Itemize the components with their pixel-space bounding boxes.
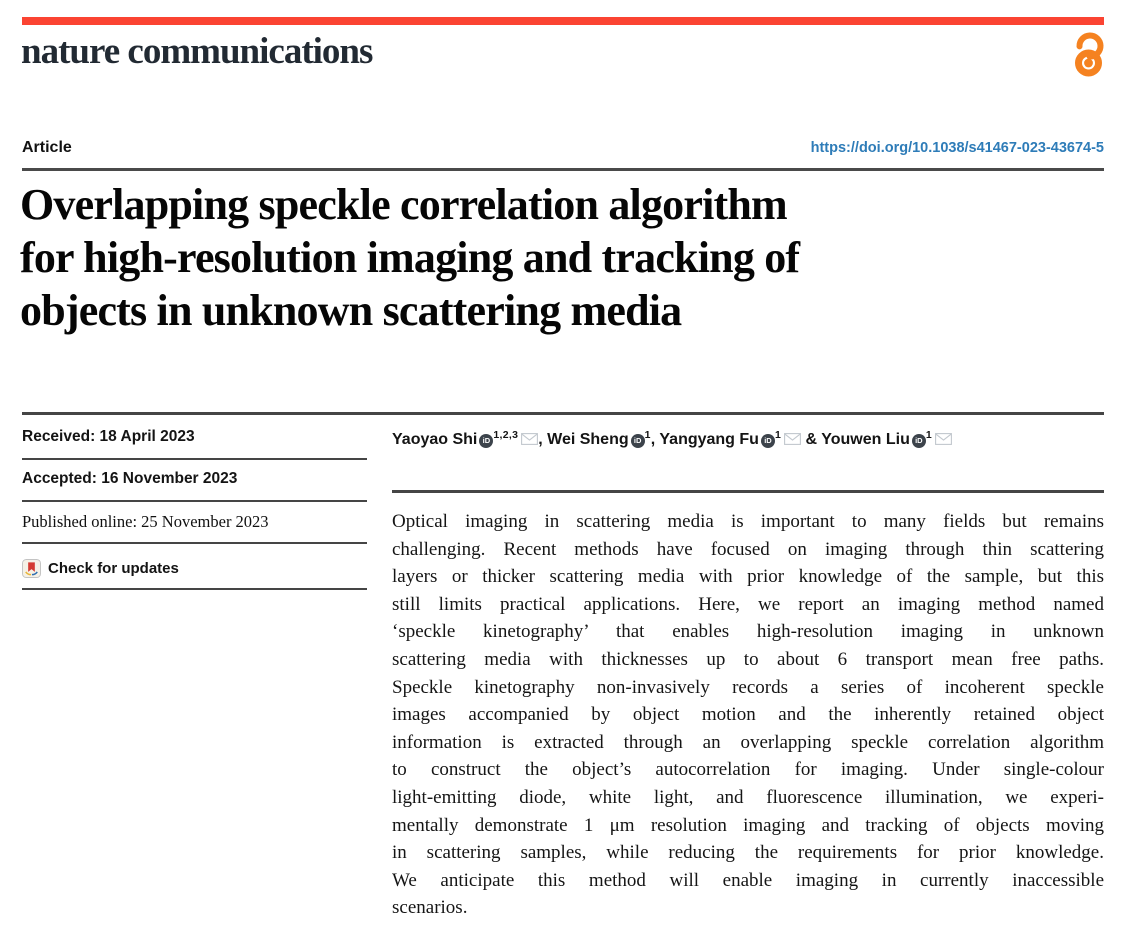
content-column bbox=[392, 418, 1104, 922]
abstract-line: ‘speckle kinetography’ that enables high-resolution imaging in unknown bbox=[392, 621, 1104, 643]
article-meta-row bbox=[22, 139, 1104, 163]
authors-line bbox=[392, 418, 1104, 493]
abstract-line: information is extracted through an overlapping speckle correlation algorithm bbox=[392, 731, 1104, 753]
received-row: Received: 18 April 2023 bbox=[22, 418, 367, 460]
author-affiliation-superscript: 1 bbox=[774, 429, 782, 441]
article-info-section bbox=[22, 412, 1104, 919]
article-title-line: objects in unknown scattering media bbox=[20, 286, 682, 335]
email-icon[interactable] bbox=[935, 432, 952, 450]
abstract-line: still limits practical applications. Here, we report an imaging method named bbox=[392, 593, 1104, 615]
author-separator: , bbox=[538, 431, 548, 448]
abstract-line: light-emitting diode, white light, and fluorescence illumination, we experi- bbox=[392, 786, 1104, 808]
abstract-line: challenging. Recent methods have focused on imaging through thin scattering bbox=[392, 538, 1104, 560]
header-rule bbox=[22, 168, 1104, 171]
masthead-red-bar bbox=[22, 17, 1104, 25]
article-title-line: Overlapping speckle correlation algorithm bbox=[20, 180, 787, 229]
author bbox=[547, 431, 659, 448]
published-online-row: Published online: 25 November 2023 bbox=[22, 502, 367, 544]
author-affiliation-superscript: 1,2,3 bbox=[493, 429, 519, 441]
author-separator: , bbox=[650, 431, 660, 448]
accepted-row: Accepted: 16 November 2023 bbox=[22, 460, 367, 502]
abstract-line: scattering media with thicknesses up to about 6 transport mean free paths. bbox=[392, 648, 1104, 670]
abstract-line: scenarios. bbox=[392, 897, 468, 919]
check-for-updates-button[interactable] bbox=[22, 544, 367, 590]
orcid-icon[interactable]: iD bbox=[479, 434, 493, 448]
abstract-line: Speckle kinetography non-invasively records a series of incoherent speckle bbox=[392, 676, 1104, 698]
abstract-line: We anticipate this method will enable imaging in currently inaccessible bbox=[392, 869, 1104, 891]
abstract-line: images accompanied by object motion and the inherently retained object bbox=[392, 704, 1104, 726]
article-title-line: for high-resolution imaging and tracking of bbox=[20, 233, 800, 282]
author-name: Youwen Liu bbox=[821, 431, 910, 448]
journal-logo: nature communications bbox=[21, 31, 373, 72]
open-access-icon[interactable] bbox=[1071, 31, 1106, 78]
email-icon[interactable] bbox=[521, 432, 538, 450]
orcid-icon[interactable]: iD bbox=[761, 434, 775, 448]
abstract-line: in scattering samples, while reducing the requirements for prior knowledge. bbox=[392, 842, 1104, 864]
author-affiliation-superscript: 1 bbox=[925, 429, 932, 441]
author-affiliation-superscript: 1 bbox=[644, 429, 651, 441]
timeline-column bbox=[22, 418, 367, 590]
check-for-updates-label: Check for updates bbox=[48, 559, 179, 577]
author-name: Wei Sheng bbox=[547, 431, 629, 448]
article-type-label: Article bbox=[22, 139, 72, 156]
abstract-line: layers or thicker scattering media with prior knowledge of the sample, but this bbox=[392, 566, 1104, 588]
author-separator: & bbox=[801, 431, 822, 448]
author-name: Yangyang Fu bbox=[659, 431, 759, 448]
abstract-line: Optical imaging in scattering media is important to many fields but remains bbox=[392, 511, 1104, 532]
abstract bbox=[392, 493, 1104, 922]
author bbox=[821, 431, 952, 448]
orcid-icon[interactable]: iD bbox=[912, 434, 926, 448]
doi-link[interactable]: https://doi.org/10.1038/s41467-023-43674-5 bbox=[810, 140, 1104, 156]
article-title bbox=[20, 178, 1106, 337]
orcid-icon[interactable]: iD bbox=[631, 434, 645, 448]
author-name: Yaoyao Shi bbox=[392, 431, 478, 448]
crossmark-icon bbox=[22, 559, 41, 578]
email-icon[interactable] bbox=[784, 432, 801, 450]
abstract-line: mentally demonstrate 1 μm resolution imaging and tracking of objects moving bbox=[392, 814, 1104, 836]
author bbox=[659, 431, 821, 448]
abstract-line: to construct the object’s autocorrelation for imaging. Under single-colour bbox=[392, 759, 1104, 781]
author bbox=[392, 431, 547, 448]
